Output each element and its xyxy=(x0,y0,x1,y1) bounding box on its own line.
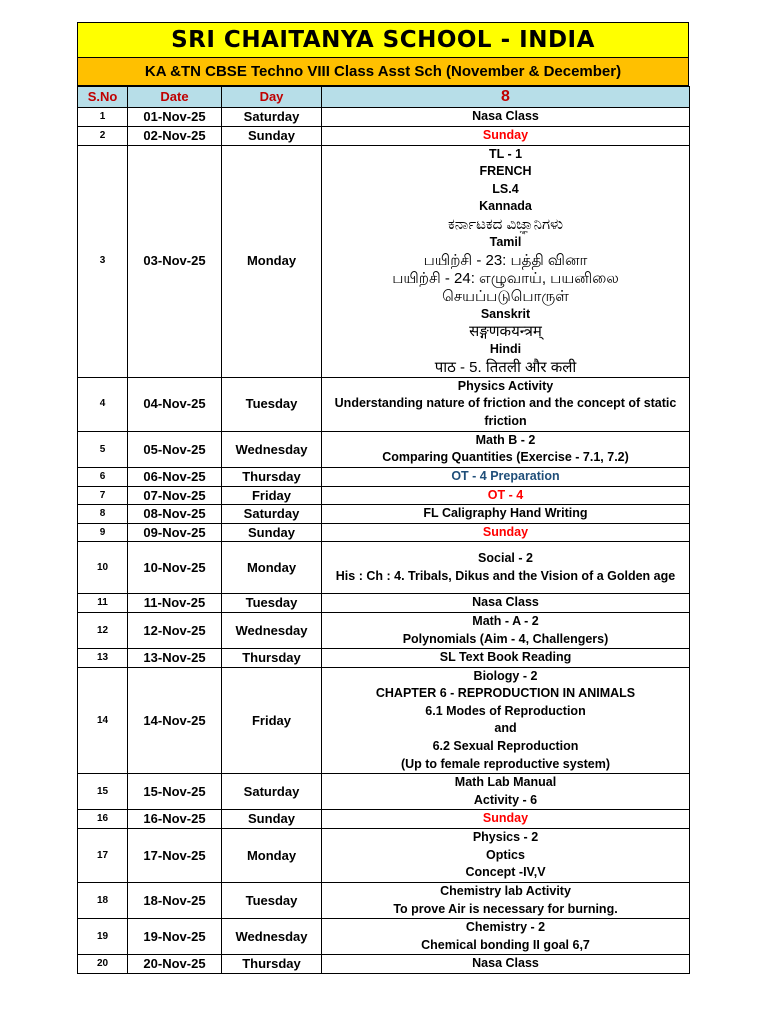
row-day: Monday xyxy=(222,542,322,594)
row-sno: 4 xyxy=(78,377,128,431)
subject-line: Concept -IV,V xyxy=(465,865,546,880)
row-sno: 5 xyxy=(78,431,128,467)
row-day: Tuesday xyxy=(222,594,322,613)
row-sno: 13 xyxy=(78,649,128,668)
row-subject xyxy=(322,431,690,467)
subject-line: ಕರ್ನಾಟಕದ ವಿಜ್ಞಾನಿಗಳು xyxy=(447,215,564,233)
table-row xyxy=(78,649,690,668)
table-row xyxy=(78,126,690,145)
table-row xyxy=(78,431,690,467)
subject-line: Sunday xyxy=(482,524,529,539)
row-subject xyxy=(322,523,690,542)
row-date: 19-Nov-25 xyxy=(128,919,222,955)
subject-line: Comparing Quantities (Exercise - 7.1, 7.2) xyxy=(382,450,629,465)
row-subject xyxy=(322,883,690,919)
subject-line: Hindi xyxy=(489,342,522,357)
row-subject xyxy=(322,542,690,594)
subject-line: Kannada xyxy=(479,199,532,214)
row-sno: 3 xyxy=(78,145,128,377)
school-title: SRI CHAITANYA SCHOOL - INDIA xyxy=(77,22,689,58)
subject-line: and xyxy=(494,721,517,736)
row-date: 04-Nov-25 xyxy=(128,377,222,431)
table-row xyxy=(78,829,690,883)
schedule-table xyxy=(77,86,690,974)
subject-line: 6.2 Sexual Reproduction xyxy=(432,739,579,754)
row-date: 14-Nov-25 xyxy=(128,667,222,774)
subject-line: Sanskrit xyxy=(480,306,531,321)
table-row xyxy=(78,542,690,594)
row-date: 09-Nov-25 xyxy=(128,523,222,542)
row-sno: 7 xyxy=(78,486,128,505)
subject-line: TL - 1 xyxy=(488,146,523,161)
schedule-subtitle: KA &TN CBSE Techno VIII Class Asst Sch (November & December) xyxy=(77,58,689,86)
subject-line: Math Lab Manual xyxy=(454,775,557,790)
table-row xyxy=(78,667,690,774)
row-day: Tuesday xyxy=(222,377,322,431)
subject-line: Nasa Class xyxy=(472,956,539,971)
row-day: Sunday xyxy=(222,810,322,829)
subject-line: FRENCH xyxy=(479,164,532,179)
row-subject xyxy=(322,486,690,505)
subject-line: OT - 4 Preparation xyxy=(451,468,560,483)
row-subject xyxy=(322,810,690,829)
row-sno: 2 xyxy=(78,126,128,145)
row-sno: 12 xyxy=(78,612,128,648)
row-date: 08-Nov-25 xyxy=(128,505,222,524)
row-date: 02-Nov-25 xyxy=(128,126,222,145)
subject-line: Biology - 2 xyxy=(473,668,538,683)
row-day: Wednesday xyxy=(222,431,322,467)
subject-line: To prove Air is necessary for burning. xyxy=(393,901,618,916)
subject-line: SL Text Book Reading xyxy=(439,650,572,665)
row-date: 16-Nov-25 xyxy=(128,810,222,829)
row-subject xyxy=(322,377,690,431)
row-day: Monday xyxy=(222,145,322,377)
column-header-day: Day xyxy=(222,87,322,108)
row-date: 13-Nov-25 xyxy=(128,649,222,668)
subject-line: Polynomials (Aim - 4, Challengers) xyxy=(402,631,609,646)
table-row xyxy=(78,810,690,829)
row-subject xyxy=(322,955,690,974)
table-row xyxy=(78,883,690,919)
column-header-date: Date xyxy=(128,87,222,108)
subject-line: (Up to female reproductive system) xyxy=(400,756,611,771)
row-sno: 9 xyxy=(78,523,128,542)
table-row xyxy=(78,377,690,431)
column-header-class: 8 xyxy=(322,87,690,108)
subject-line: LS.4 xyxy=(492,181,519,196)
row-date: 07-Nov-25 xyxy=(128,486,222,505)
table-row xyxy=(78,774,690,810)
row-date: 12-Nov-25 xyxy=(128,612,222,648)
row-sno: 1 xyxy=(78,108,128,127)
row-subject xyxy=(322,774,690,810)
row-subject xyxy=(322,667,690,774)
schedule-sheet xyxy=(77,22,689,974)
row-sno: 19 xyxy=(78,919,128,955)
row-day: Wednesday xyxy=(222,612,322,648)
subject-line: Tamil xyxy=(489,234,522,249)
row-day: Monday xyxy=(222,829,322,883)
table-row xyxy=(78,919,690,955)
schedule-rows xyxy=(78,108,690,974)
row-day: Thursday xyxy=(222,649,322,668)
row-date: 18-Nov-25 xyxy=(128,883,222,919)
subject-line: His : Ch : 4. Tribals, Dikus and the Vision of a Golden age xyxy=(335,568,676,583)
table-header-row xyxy=(78,87,690,108)
row-day: Saturday xyxy=(222,774,322,810)
subject-line: OT - 4 xyxy=(487,487,524,502)
row-date: 20-Nov-25 xyxy=(128,955,222,974)
row-subject xyxy=(322,829,690,883)
row-date: 06-Nov-25 xyxy=(128,467,222,486)
row-sno: 15 xyxy=(78,774,128,810)
row-day: Wednesday xyxy=(222,919,322,955)
row-date: 05-Nov-25 xyxy=(128,431,222,467)
row-day: Tuesday xyxy=(222,883,322,919)
subject-line: Math B - 2 xyxy=(475,432,536,447)
subject-line: செயப்படுபொருள் xyxy=(442,287,569,305)
row-sno: 20 xyxy=(78,955,128,974)
subject-line: FL Caligraphy Hand Writing xyxy=(423,506,588,521)
row-subject xyxy=(322,126,690,145)
subject-line: सङ्गणकयन्त्रम् xyxy=(469,323,542,341)
subject-line: पाठ - 5. तितली और कली xyxy=(434,358,577,376)
row-date: 03-Nov-25 xyxy=(128,145,222,377)
subject-line: Understanding nature of friction and the concept of static xyxy=(334,396,677,411)
subject-line: Physics - 2 xyxy=(472,830,539,845)
table-row xyxy=(78,486,690,505)
row-date: 01-Nov-25 xyxy=(128,108,222,127)
table-row xyxy=(78,955,690,974)
row-date: 17-Nov-25 xyxy=(128,829,222,883)
subject-line: Social - 2 xyxy=(478,551,533,566)
row-date: 11-Nov-25 xyxy=(128,594,222,613)
subject-line: பயிற்சி - 23: பத்தி வினா xyxy=(423,251,588,269)
subject-line: Optics xyxy=(486,847,525,862)
subject-line: Chemistry - 2 xyxy=(465,920,546,935)
row-subject xyxy=(322,467,690,486)
subject-line: Nasa Class xyxy=(472,595,539,610)
table-row xyxy=(78,594,690,613)
row-subject xyxy=(322,505,690,524)
subject-line: Sunday xyxy=(482,127,529,142)
subject-line: Chemistry lab Activity xyxy=(440,884,571,899)
row-sno: 16 xyxy=(78,810,128,829)
row-sno: 11 xyxy=(78,594,128,613)
row-sno: 8 xyxy=(78,505,128,524)
table-row xyxy=(78,108,690,127)
subject-line: Activity - 6 xyxy=(473,792,538,807)
subject-line: பயிற்சி - 24: எழுவாய், பயனிலை xyxy=(392,269,619,287)
table-row xyxy=(78,505,690,524)
row-subject xyxy=(322,919,690,955)
subject-line: Math - A - 2 xyxy=(472,613,539,628)
row-sno: 18 xyxy=(78,883,128,919)
row-subject xyxy=(322,108,690,127)
row-date: 15-Nov-25 xyxy=(128,774,222,810)
row-sno: 17 xyxy=(78,829,128,883)
subject-line: friction xyxy=(484,414,527,429)
subject-line: Nasa Class xyxy=(472,109,539,123)
row-subject xyxy=(322,649,690,668)
row-sno: 10 xyxy=(78,542,128,594)
row-date: 10-Nov-25 xyxy=(128,542,222,594)
row-day: Sunday xyxy=(222,523,322,542)
subject-line: 6.1 Modes of Reproduction xyxy=(425,703,586,718)
row-day: Friday xyxy=(222,667,322,774)
table-row xyxy=(78,467,690,486)
row-sno: 6 xyxy=(78,467,128,486)
row-subject xyxy=(322,612,690,648)
subject-line: Physics Activity xyxy=(457,378,554,393)
subject-line: CHAPTER 6 - REPRODUCTION IN ANIMALS xyxy=(375,686,636,701)
row-subject xyxy=(322,594,690,613)
table-row xyxy=(78,612,690,648)
row-sno: 14 xyxy=(78,667,128,774)
row-day: Friday xyxy=(222,486,322,505)
subject-line: Chemical bonding II goal 6,7 xyxy=(421,937,590,952)
row-day: Thursday xyxy=(222,467,322,486)
row-day: Sunday xyxy=(222,126,322,145)
table-row xyxy=(78,523,690,542)
subject-line: Sunday xyxy=(482,811,529,826)
table-row xyxy=(78,145,690,377)
row-day: Thursday xyxy=(222,955,322,974)
row-subject xyxy=(322,145,690,377)
row-day: Saturday xyxy=(222,108,322,127)
row-day: Saturday xyxy=(222,505,322,524)
column-header-sno: S.No xyxy=(78,87,128,108)
